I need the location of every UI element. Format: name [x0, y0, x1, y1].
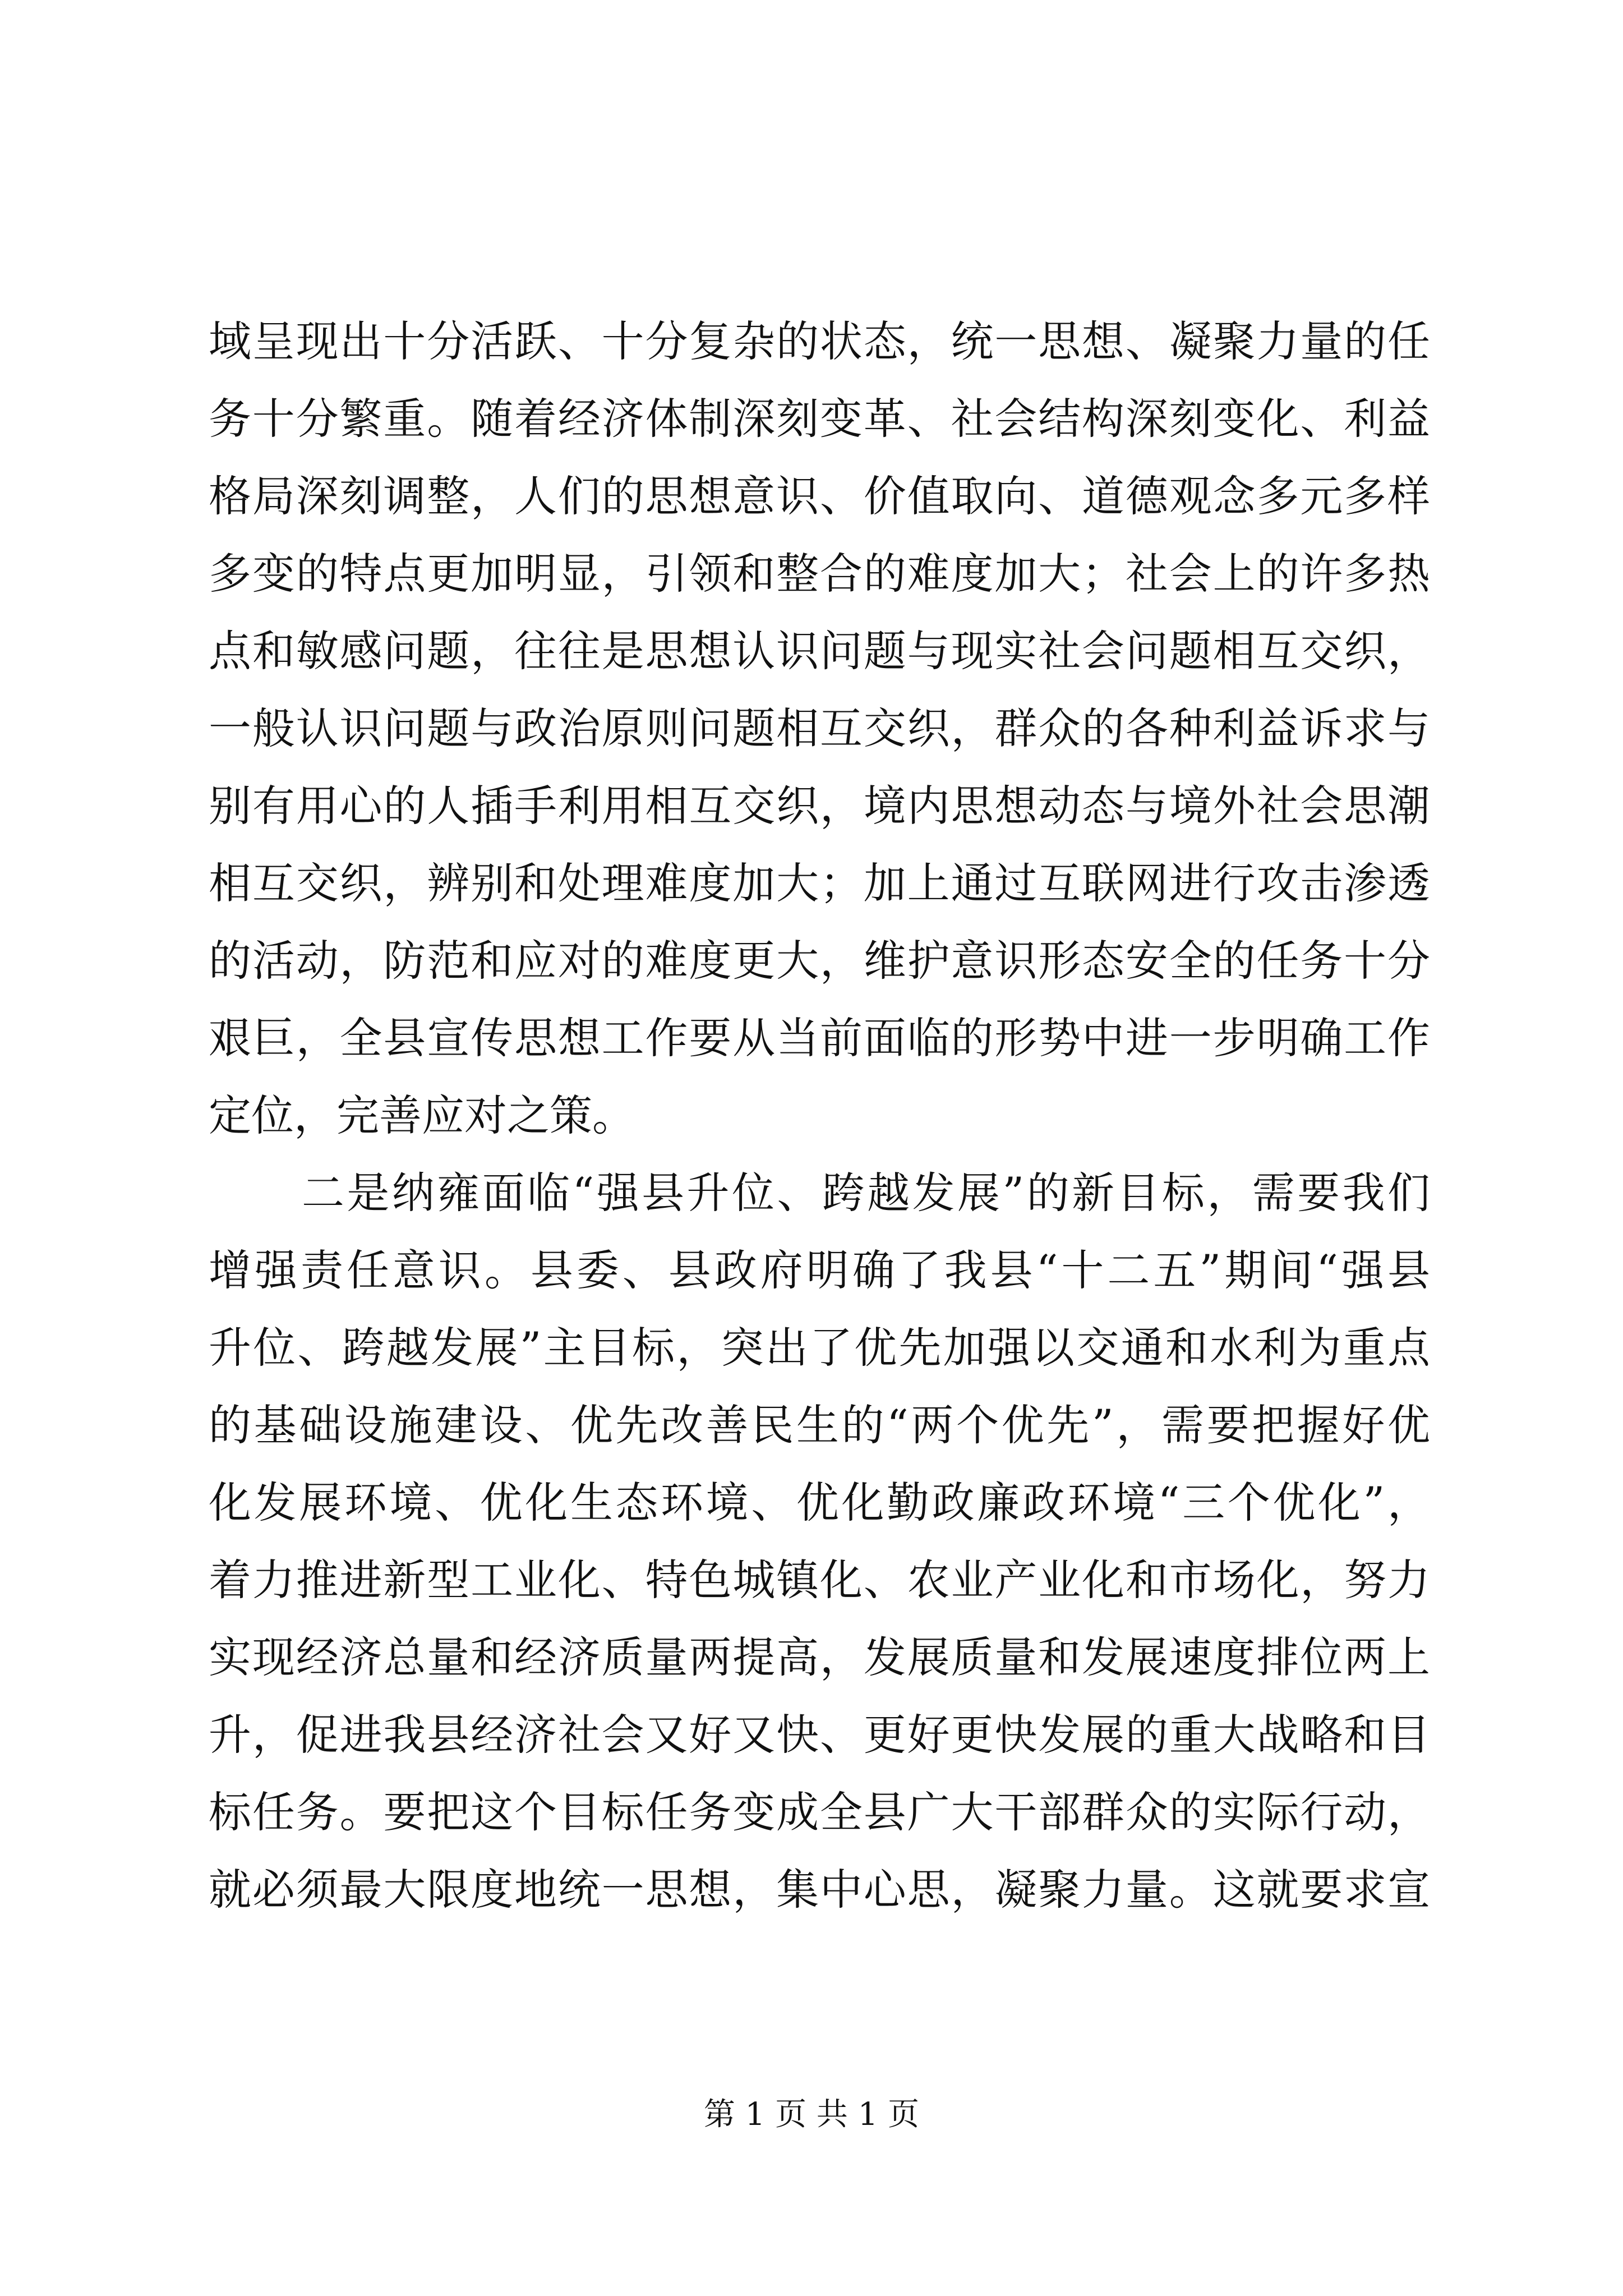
text-line: 别有用心的人插手利用相互交织，境内思想动态与境外社会思潮: [209, 781, 1430, 831]
paragraph-first-line: 二是纳雍面临“强县升位、跨越发展”的新目标，需要我们: [302, 1168, 1430, 1218]
text-line: 域呈现出十分活跃、十分复杂的状态，统一思想、凝聚力量的任: [209, 316, 1430, 366]
text-line: 一般认识问题与政治原则问题相互交织，群众的各种利益诉求与: [209, 703, 1430, 753]
page-footer: [0, 2092, 1623, 2137]
text-line: 格局深刻调整，人们的思想意识、价值取向、道德观念多元多样: [209, 471, 1430, 521]
text-line: 务十分繁重。随着经济体制深刻变革、社会结构深刻变化、利益: [209, 394, 1430, 444]
text-line: 标任务。要把这个目标任务变成全县广大干部群众的实际行动，: [209, 1787, 1430, 1837]
text-line: 点和敏感问题，往往是思想认识问题与现实社会问题相互交织，: [209, 626, 1430, 676]
text-line: 艰巨，全县宣传思想工作要从当前面临的形势中进一步明确工作: [209, 1013, 1430, 1063]
text-line: 增强责任意识。县委、县政府明确了我县“十二五”期间“强县: [209, 1245, 1430, 1295]
text-line: 升位、跨越发展”主目标，突出了优先加强以交通和水利为重点: [209, 1323, 1430, 1373]
text-line: 化发展环境、优化生态环境、优化勤政廉政环境“三个优化”，: [209, 1478, 1430, 1527]
text-line: 着力推进新型工业化、特色城镇化、农业产业化和市场化，努力: [209, 1555, 1430, 1605]
text-line: 升，促进我县经济社会又好又快、更好更快发展的重大战略和目: [209, 1710, 1430, 1760]
text-line: 定位，完善应对之策。: [209, 1091, 635, 1140]
body-text: [209, 303, 1430, 1929]
page-number-label: 第 1 页 共 1 页: [703, 2096, 920, 2133]
text-line: 多变的特点更加明显，引领和整合的难度加大；社会上的许多热: [209, 549, 1430, 599]
text-line: 相互交织，辨别和处理难度加大；加上通过互联网进行攻击渗透: [209, 858, 1430, 908]
text-line: 的活动，防范和应对的难度更大，维护意识形态安全的任务十分: [209, 936, 1430, 986]
text-line: 的基础设施建设、优先改善民生的“两个优先”，需要把握好优: [209, 1400, 1430, 1450]
text-line: 实现经济总量和经济质量两提高，发展质量和发展速度排位两上: [209, 1632, 1430, 1682]
text-line: 就必须最大限度地统一思想，集中心思，凝聚力量。这就要求宣: [209, 1865, 1430, 1915]
